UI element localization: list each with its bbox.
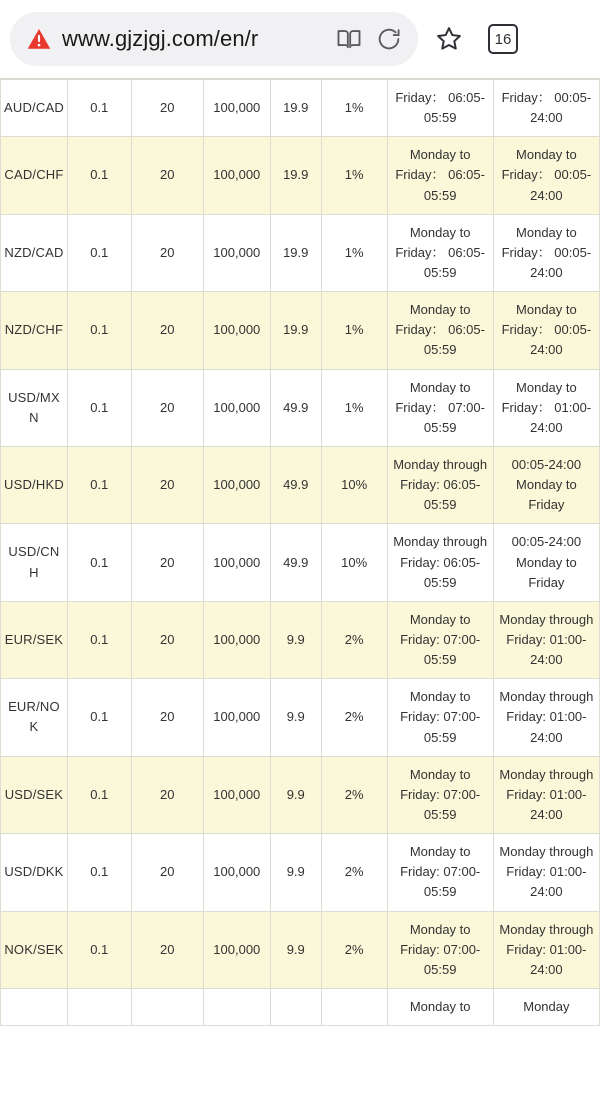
cell-leverage: 20 [131, 80, 203, 137]
cell-margin: 1% [321, 369, 387, 446]
table-row[interactable] [1, 446, 600, 523]
cell-min-lot: 0.1 [67, 601, 131, 678]
cell-symbol: USD/CNH [1, 524, 68, 601]
cell-margin [321, 988, 387, 1025]
cell-leverage: 20 [131, 756, 203, 833]
cell-leverage: 20 [131, 679, 203, 756]
cell-spread: 19.9 [270, 214, 321, 291]
cell-trading-hours: Monday to Friday: 07:00-05:59 [387, 679, 493, 756]
table-row[interactable] [1, 80, 600, 137]
cell-margin: 2% [321, 679, 387, 756]
cell-trading-hours: Monday to [387, 988, 493, 1025]
reload-icon[interactable] [374, 24, 404, 54]
table-row[interactable] [1, 524, 600, 601]
table-row[interactable] [1, 756, 600, 833]
cell-min-lot: 0.1 [67, 369, 131, 446]
cell-min-lot: 0.1 [67, 834, 131, 911]
cell-trading-hours: Monday to Friday： 06:05-05:59 [387, 137, 493, 214]
cell-min-lot [67, 988, 131, 1025]
cell-contract-size: 100,000 [203, 601, 270, 678]
cell-min-lot: 0.1 [67, 80, 131, 137]
cell-quote-hours: Monday through Friday: 01:00-24:00 [493, 601, 599, 678]
cell-quote-hours: Monday through Friday: 01:00-24:00 [493, 756, 599, 833]
table-row[interactable] [1, 137, 600, 214]
cell-leverage: 20 [131, 292, 203, 369]
table-row[interactable] [1, 679, 600, 756]
cell-leverage: 20 [131, 524, 203, 601]
cell-spread: 9.9 [270, 601, 321, 678]
cell-margin: 2% [321, 601, 387, 678]
cell-contract-size: 100,000 [203, 137, 270, 214]
cell-min-lot: 0.1 [67, 524, 131, 601]
cell-quote-hours: Friday： 00:05-24:00 [493, 80, 599, 137]
cell-margin: 10% [321, 446, 387, 523]
cell-margin: 2% [321, 756, 387, 833]
cell-contract-size: 100,000 [203, 446, 270, 523]
cell-trading-hours: Monday to Friday： 06:05-05:59 [387, 214, 493, 291]
table-row[interactable] [1, 214, 600, 291]
cell-symbol: NZD/CAD [1, 214, 68, 291]
url-text: www.gjzjgj.com/en/r [62, 26, 259, 51]
cell-symbol: EUR/SEK [1, 601, 68, 678]
cell-margin: 2% [321, 834, 387, 911]
address-bar[interactable] [10, 12, 418, 66]
cell-symbol: EUR/NOK [1, 679, 68, 756]
cell-leverage: 20 [131, 137, 203, 214]
cell-leverage [131, 988, 203, 1025]
cell-margin: 1% [321, 214, 387, 291]
cell-margin: 1% [321, 80, 387, 137]
cell-min-lot: 0.1 [67, 214, 131, 291]
cell-contract-size: 100,000 [203, 756, 270, 833]
cell-symbol: AUD/CAD [1, 80, 68, 137]
tab-count-label: 16 [488, 24, 518, 54]
bookmark-star-button[interactable] [426, 16, 472, 62]
rates-table-body [1, 80, 600, 1026]
cell-symbol: USD/SEK [1, 756, 68, 833]
cell-min-lot: 0.1 [67, 137, 131, 214]
cell-contract-size: 100,000 [203, 834, 270, 911]
cell-trading-hours: Monday to Friday： 06:05-05:59 [387, 292, 493, 369]
cell-spread: 19.9 [270, 80, 321, 137]
cell-symbol: NOK/SEK [1, 911, 68, 988]
cell-quote-hours: Monday to Friday： 00:05-24:00 [493, 214, 599, 291]
cell-contract-size: 100,000 [203, 911, 270, 988]
cell-trading-hours: Monday to Friday: 07:00-05:59 [387, 601, 493, 678]
cell-contract-size: 100,000 [203, 214, 270, 291]
cell-symbol [1, 988, 68, 1025]
cell-contract-size: 100,000 [203, 524, 270, 601]
cell-spread: 9.9 [270, 679, 321, 756]
cell-leverage: 20 [131, 601, 203, 678]
cell-quote-hours: Monday to Friday： 00:05-24:00 [493, 292, 599, 369]
cell-contract-size: 100,000 [203, 80, 270, 137]
cell-spread: 19.9 [270, 292, 321, 369]
cell-min-lot: 0.1 [67, 756, 131, 833]
cell-spread: 49.9 [270, 524, 321, 601]
cell-quote-hours: Monday to Friday： 01:00-24:00 [493, 369, 599, 446]
table-row[interactable] [1, 369, 600, 446]
cell-trading-hours: Monday through Friday: 06:05-05:59 [387, 446, 493, 523]
cell-symbol: USD/DKK [1, 834, 68, 911]
cell-trading-hours: Friday： 06:05-05:59 [387, 80, 493, 137]
table-row[interactable] [1, 834, 600, 911]
cell-leverage: 20 [131, 446, 203, 523]
cell-quote-hours: Monday through Friday: 01:00-24:00 [493, 911, 599, 988]
cell-contract-size: 100,000 [203, 369, 270, 446]
cell-quote-hours: 00:05-24:00 Monday to Friday [493, 446, 599, 523]
cell-spread: 9.9 [270, 756, 321, 833]
cell-leverage: 20 [131, 214, 203, 291]
cell-quote-hours: Monday through Friday: 01:00-24:00 [493, 679, 599, 756]
cell-spread: 19.9 [270, 137, 321, 214]
cell-trading-hours: Monday to Friday: 07:00-05:59 [387, 834, 493, 911]
browser-toolbar [0, 0, 600, 78]
cell-symbol: NZD/CHF [1, 292, 68, 369]
cell-leverage: 20 [131, 834, 203, 911]
rates-table [0, 79, 600, 1026]
table-row[interactable] [1, 601, 600, 678]
cell-quote-hours: 00:05-24:00 Monday to Friday [493, 524, 599, 601]
cell-spread: 9.9 [270, 911, 321, 988]
table-row[interactable] [1, 988, 600, 1025]
book-reader-icon[interactable] [334, 24, 364, 54]
rates-table-container[interactable] [0, 78, 600, 1097]
cell-trading-hours: Monday to Friday: 07:00-05:59 [387, 911, 493, 988]
table-row[interactable] [1, 292, 600, 369]
cell-spread [270, 988, 321, 1025]
cell-margin: 1% [321, 137, 387, 214]
cell-min-lot: 0.1 [67, 292, 131, 369]
cell-quote-hours: Monday [493, 988, 599, 1025]
cell-quote-hours: Monday through Friday: 01:00-24:00 [493, 834, 599, 911]
table-row[interactable] [1, 911, 600, 988]
cell-spread: 9.9 [270, 834, 321, 911]
cell-symbol: CAD/CHF [1, 137, 68, 214]
cell-trading-hours: Monday to Friday: 07:00-05:59 [387, 756, 493, 833]
cell-symbol: USD/HKD [1, 446, 68, 523]
cell-margin: 10% [321, 524, 387, 601]
cell-margin: 1% [321, 292, 387, 369]
cell-trading-hours: Monday through Friday: 06:05-05:59 [387, 524, 493, 601]
cell-symbol: USD/MXN [1, 369, 68, 446]
cell-leverage: 20 [131, 911, 203, 988]
cell-spread: 49.9 [270, 369, 321, 446]
cell-leverage: 20 [131, 369, 203, 446]
cell-min-lot: 0.1 [67, 679, 131, 756]
cell-quote-hours: Monday to Friday： 00:05-24:00 [493, 137, 599, 214]
tab-counter-button[interactable] [480, 16, 526, 62]
cell-min-lot: 0.1 [67, 446, 131, 523]
cell-contract-size: 100,000 [203, 679, 270, 756]
cell-contract-size: 100,000 [203, 292, 270, 369]
cell-margin: 2% [321, 911, 387, 988]
cell-min-lot: 0.1 [67, 911, 131, 988]
cell-trading-hours: Monday to Friday： 07:00-05:59 [387, 369, 493, 446]
cell-spread: 49.9 [270, 446, 321, 523]
warning-triangle-icon [26, 26, 52, 52]
cell-contract-size [203, 988, 270, 1025]
